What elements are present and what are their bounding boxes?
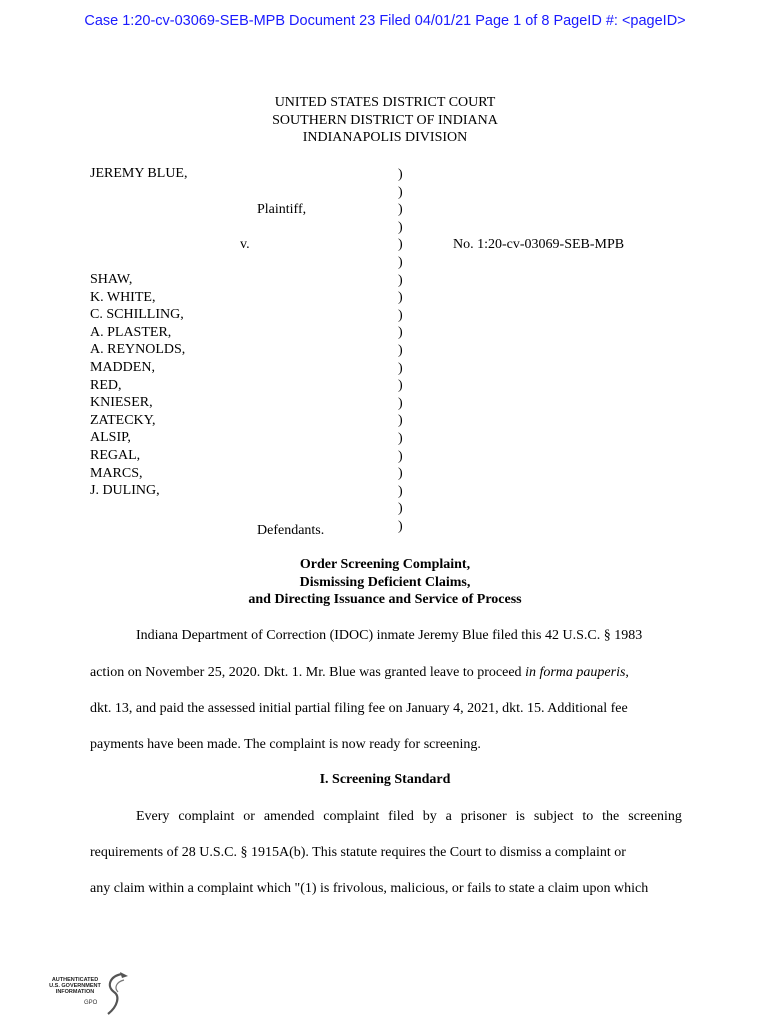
p1-text: action on November 25, 2020. Dkt. 1. Mr. Blue was granted leave to proceed (90, 665, 526, 680)
in-forma-pauperis: in forma pauperis (525, 665, 626, 680)
word: the (602, 809, 620, 824)
caption-paren: ) (398, 483, 403, 499)
caption-paren: ) (398, 307, 403, 323)
paragraph-1-line-1: Indiana Department of Correction (IDOC) inmate Jeremy Blue filed this 42 U.S.C. § 1983 (136, 628, 643, 643)
paragraph-1-line-2 (90, 665, 629, 681)
word: complaint (178, 809, 235, 824)
defendant-name: MADDEN, (90, 359, 155, 375)
seal-line-1: AUTHENTICATED (51, 977, 99, 983)
order-title-line-3: and Directing Issuance and Service of Process (248, 592, 522, 607)
defendant-name: A. PLASTER, (90, 324, 172, 340)
court-line-2: SOUTHERN DISTRICT OF INDIANA (272, 112, 498, 128)
word: a (445, 809, 452, 824)
seal-gpo: GPO (84, 1000, 98, 1006)
caption-paren: ) (398, 272, 403, 288)
paragraph-2-line-1 (136, 809, 682, 825)
seal-line-3: INFORMATION (55, 989, 95, 995)
defendants-list (90, 271, 185, 500)
gpo-eagle-seal-icon (100, 970, 130, 1018)
defendant-name: MARCS, (90, 465, 143, 481)
caption-paren: ) (398, 219, 403, 235)
word: screening (628, 809, 682, 824)
caption-parentheses (398, 166, 403, 535)
caption-paren: ) (398, 448, 403, 464)
word: subject (533, 809, 574, 824)
word: by (422, 809, 437, 824)
defendant-name: K. WHITE, (90, 289, 156, 305)
versus: v. (240, 237, 250, 252)
caption-paren: ) (398, 378, 403, 394)
defendant-name: A. REYNOLDS, (90, 342, 186, 358)
word: complaint (323, 809, 380, 824)
caption-paren: ) (398, 518, 403, 534)
defendant-name: ZATECKY, (90, 412, 156, 428)
defendant-name: SHAW, (90, 272, 133, 287)
paragraph-1-line-3: dkt. 13, and paid the assessed initial partial filing fee on January 4, 2021, dkt. 15. Additional fee (90, 701, 628, 716)
plaintiff-name: JEREMY BLUE, (90, 166, 188, 181)
caption-paren: ) (398, 342, 403, 358)
defendant-name: ALSIP, (90, 430, 131, 446)
defendant-name: REGAL, (90, 447, 141, 463)
caption-paren: ) (398, 202, 403, 218)
word: prisoner (460, 809, 507, 824)
caption-paren: ) (398, 466, 403, 482)
defendants-label: Defendants. (257, 523, 325, 538)
word: filed (388, 809, 414, 824)
section-heading: I. Screening Standard (319, 772, 451, 787)
caption-paren: ) (398, 254, 403, 270)
caption-paren: ) (398, 237, 403, 253)
paragraph-2-line-2: requirements of 28 U.S.C. § 1915A(b). This statute requires the Court to dismiss a complaint or (90, 845, 626, 860)
defendant-name: RED, (90, 377, 122, 393)
seal-line-2: U.S. GOVERNMENT (49, 983, 101, 989)
order-title-line-1: Order Screening Complaint, (299, 557, 471, 572)
caption-paren: ) (398, 413, 403, 429)
word: Every (136, 809, 170, 824)
order-title (0, 556, 770, 609)
word: is (515, 809, 525, 824)
order-title-line-2: Dismissing Deficient Claims, (299, 574, 471, 590)
caption-paren: ) (398, 501, 403, 517)
word: amended (263, 809, 315, 824)
gpo-seal (44, 970, 134, 1018)
defendant-name: KNIESER, (90, 395, 153, 411)
caption-paren: ) (398, 430, 403, 446)
plaintiff-label: Plaintiff, (257, 202, 307, 217)
caption-paren: ) (398, 167, 403, 182)
court-name (0, 94, 770, 147)
seal-text (44, 977, 106, 995)
caption-paren: ) (398, 360, 403, 376)
defendant-name: C. SCHILLING, (90, 307, 184, 323)
case-number: No. 1:20-cv-03069-SEB-MPB (453, 237, 625, 252)
caption-paren: ) (398, 184, 403, 200)
court-line-3: INDIANAPOLIS DIVISION (302, 130, 468, 145)
caption-paren: ) (398, 395, 403, 411)
caption-paren: ) (398, 325, 403, 341)
defendant-name: J. DULING, (90, 483, 160, 499)
paragraph-1-line-4: payments have been made. The complaint is now ready for screening. (90, 737, 481, 752)
case-header: Case 1:20-cv-03069-SEB-MPB Document 23 Filed 04/01/21 Page 1 of 8 PageID #: <pageID> (84, 13, 686, 29)
caption-paren: ) (398, 290, 403, 306)
court-line-1: UNITED STATES DISTRICT COURT (274, 95, 496, 110)
p1-comma: , (625, 665, 629, 680)
paragraph-2-line-3: any claim within a complaint which "(1) is frivolous, malicious, or fails to state a claim upon which (90, 881, 649, 896)
word: to (582, 809, 594, 824)
word: or (243, 809, 255, 824)
